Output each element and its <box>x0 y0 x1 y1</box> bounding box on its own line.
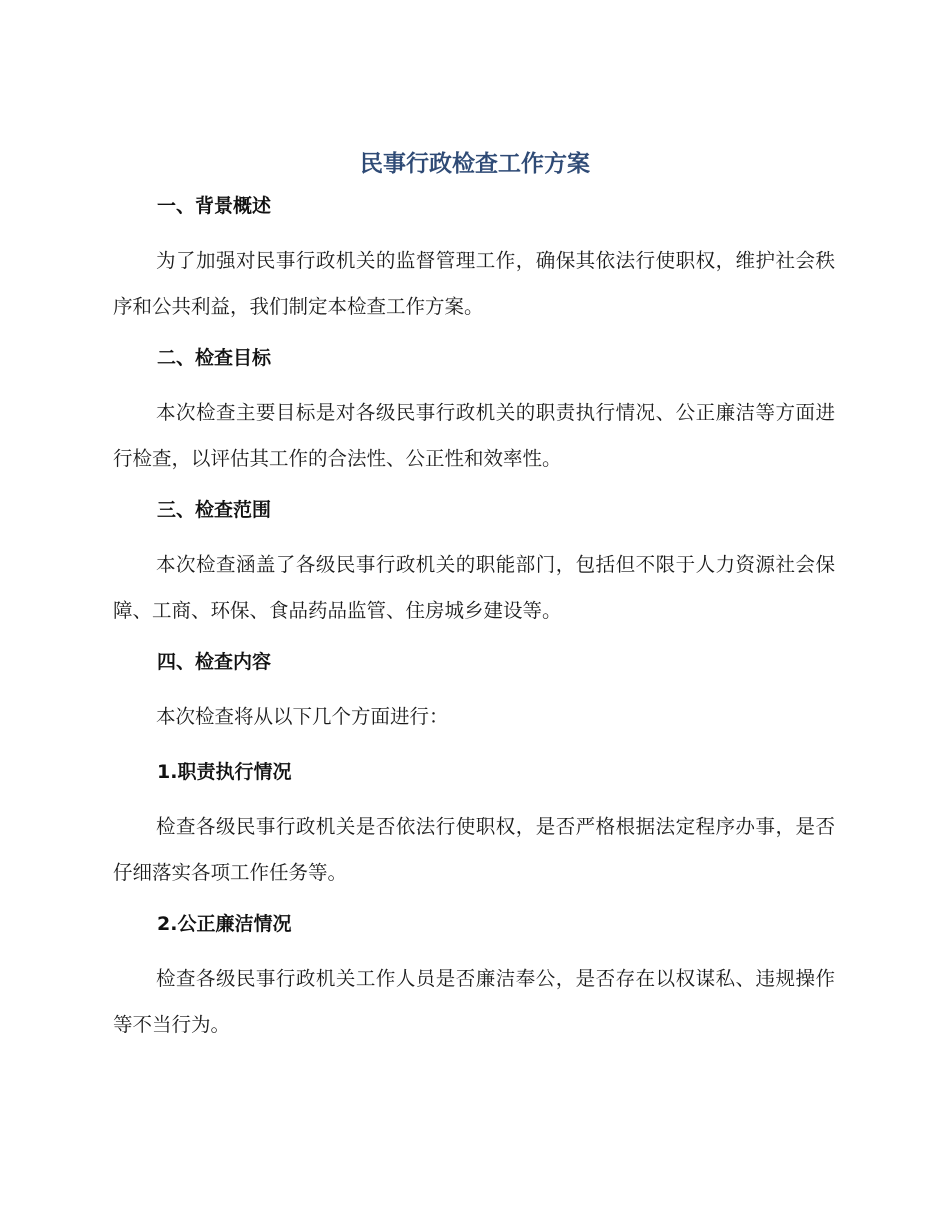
section-paragraph-objectives: 本次检查主要目标是对各级民事行政机关的职责执行情况、公正廉洁等方面进行检查，以评估其工作的合法性、公正性和效率性。 <box>113 401 835 470</box>
section-heading-scope: 三、检查范围 <box>157 499 272 521</box>
section-paragraph-content: 本次检查将从以下几个方面进行： <box>156 705 449 728</box>
subsection-paragraph-integrity: 检查各级民事行政机关工作人员是否廉洁奉公，是否存在以权谋私、违规操作等不当行为。 <box>113 967 835 1036</box>
document-title: 民事行政检查工作方案 <box>360 151 590 177</box>
section-heading-content: 四、检查内容 <box>157 651 272 673</box>
subsection-paragraph-duty: 检查各级民事行政机关是否依法行使职权，是否严格根据法定程序办事，是否仔细落实各项工作任务等。 <box>113 815 835 884</box>
section-heading-background: 一、背景概述 <box>157 195 272 217</box>
section-heading-objectives: 二、检查目标 <box>157 347 272 369</box>
section-paragraph-background: 为了加强对民事行政机关的监督管理工作，确保其依法行使职权，维护社会秩序和公共利益，我们制定本检查工作方案。 <box>113 249 835 318</box>
subsection-heading-duty: 1.职责执行情况 <box>157 761 292 783</box>
subsection-heading-integrity: 2.公正廉洁情况 <box>157 913 292 935</box>
section-paragraph-scope: 本次检查涵盖了各级民事行政机关的职能部门，包括但不限于人力资源社会保障、工商、环保、食品药品监管、住房城乡建设等。 <box>113 553 835 622</box>
